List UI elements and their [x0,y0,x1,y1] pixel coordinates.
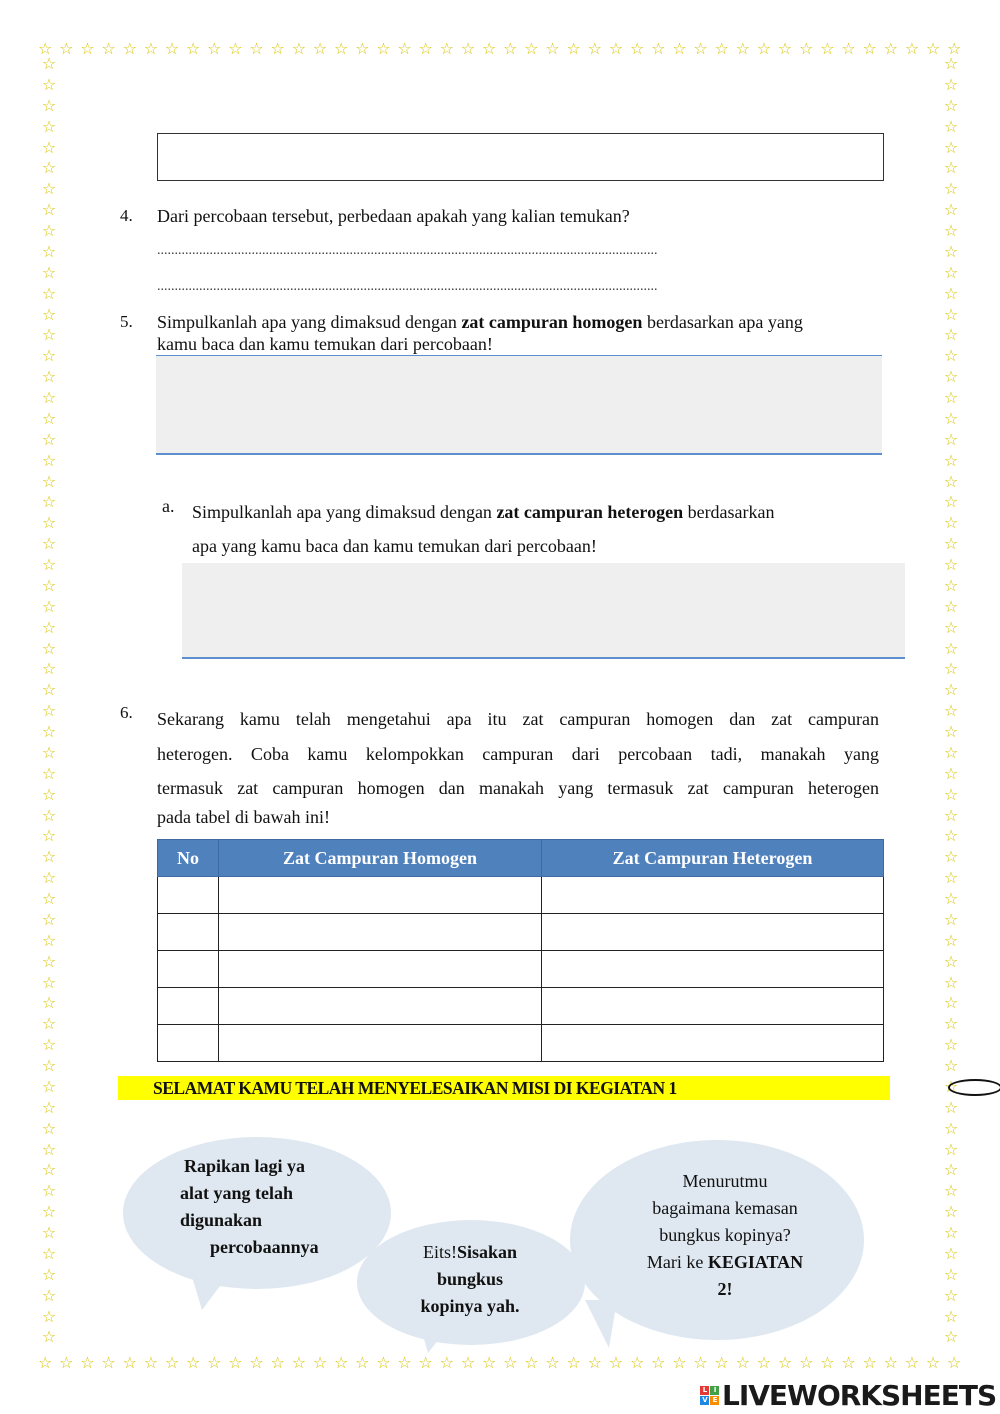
star-icon: ☆ [943,596,959,616]
star-icon: ☆ [41,179,57,199]
star-icon: ☆ [41,1118,57,1138]
table-row [158,988,884,1025]
star-icon: ☆ [904,1353,920,1372]
q5-number: 5. [120,312,133,331]
star-icon: ☆ [41,283,57,303]
star-icon: ☆ [418,39,433,58]
q5-text-after: berdasarkan apa yang [642,312,803,332]
q5a-text-line2: apa yang kamu baca dan kamu temukan dari percobaan! [192,536,597,556]
star-border-top [38,38,962,60]
star-icon: ☆ [820,1353,835,1372]
star-icon: ☆ [943,283,959,303]
bubble-middle-tail [420,1325,450,1353]
star-icon: ☆ [59,39,74,58]
star-icon: ☆ [122,39,137,58]
star-icon: ☆ [608,1353,624,1372]
star-icon: ☆ [41,200,57,220]
star-icon: ☆ [943,909,959,929]
star-icon: ☆ [41,701,57,721]
star-icon: ☆ [943,722,959,741]
star-icon: ☆ [38,1353,53,1372]
star-icon: ☆ [41,742,57,762]
star-icon: ☆ [41,95,57,115]
star-icon: ☆ [41,534,57,554]
star-icon: ☆ [460,39,476,58]
star-icon: ☆ [333,1353,349,1372]
star-icon: ☆ [943,1264,959,1284]
star-icon: ☆ [943,346,959,366]
star-icon: ☆ [312,1353,328,1372]
bubble-middle-bold2: bungkus [436,1269,504,1289]
star-icon: ☆ [943,325,959,345]
q6-text-block [157,702,879,806]
star-icon: ☆ [481,39,497,58]
star-icon: ☆ [943,54,959,73]
star-icon: ☆ [41,638,57,658]
star-icon: ☆ [291,39,307,58]
q5a-text-before: Simpulkanlah apa yang dimaksud dengan [192,502,497,522]
star-icon: ☆ [566,39,581,58]
star-icon: ☆ [397,39,412,58]
liveworksheets-brand: LIVEWORKSHEETS [722,1378,997,1412]
star-icon: ☆ [41,1139,57,1159]
star-icon: ☆ [270,39,285,58]
star-icon: ☆ [503,39,518,58]
star-icon: ☆ [41,784,57,804]
q5a-text-bold: zat campuran heterogen [496,502,684,522]
header-homogen: Zat Campuran Homogen [219,840,542,877]
cell-no[interactable] [158,1025,219,1062]
star-icon: ☆ [943,1056,959,1075]
star-icon: ☆ [943,1118,959,1138]
star-icon: ☆ [862,39,877,58]
star-icon: ☆ [943,1223,959,1242]
star-icon: ☆ [943,262,959,282]
star-icon: ☆ [943,116,959,136]
star-icon: ☆ [41,889,57,908]
bubble-left-line4: percobaannya [210,1237,319,1257]
star-icon: ☆ [651,39,666,58]
star-icon: ☆ [41,847,57,867]
star-icon: ☆ [41,596,57,616]
star-icon: ☆ [672,39,687,58]
star-icon: ☆ [41,388,57,407]
cell-no[interactable] [158,877,219,914]
q5-text-before: Simpulkanlah apa yang dimaksud dengan [157,312,462,332]
star-icon: ☆ [41,993,57,1013]
star-icon: ☆ [41,722,57,741]
cell-heterogen[interactable] [542,988,884,1025]
star-icon: ☆ [545,1353,560,1372]
star-icon: ☆ [59,1353,74,1372]
star-icon: ☆ [397,1353,412,1372]
bubble-left-line1: Rapikan lagi ya [184,1156,306,1176]
star-icon: ☆ [41,74,57,94]
star-icon: ☆ [799,1353,814,1372]
star-icon: ☆ [566,1353,581,1372]
star-icon: ☆ [693,1353,708,1372]
star-icon: ☆ [270,1353,285,1372]
star-icon: ☆ [80,39,95,58]
q5-answer-area[interactable] [156,355,882,455]
cell-homogen[interactable] [219,1025,542,1062]
table-row [158,914,884,951]
star-icon: ☆ [41,429,57,449]
star-icon: ☆ [943,74,959,94]
bubble-right-line4-bold: KEGIATAN [707,1252,804,1272]
star-icon: ☆ [943,1306,959,1326]
bubble-middle-bold1: Sisakan [456,1242,518,1262]
q5-text-line2: kamu baca dan kamu temukan dari percobaan! [157,334,493,354]
star-icon: ☆ [545,39,560,58]
star-icon: ☆ [777,39,793,58]
star-icon: ☆ [943,1097,959,1117]
bubble-right-line5: 2! [717,1279,733,1299]
bubble-left-tail [190,1270,232,1310]
star-icon: ☆ [943,534,959,554]
cell-no[interactable] [158,951,219,988]
star-icon: ☆ [943,951,959,971]
q5-text-bold: zat campuran homogen [461,312,643,332]
star-icon: ☆ [291,1353,307,1372]
star-icon: ☆ [943,680,959,700]
star-icon: ☆ [481,1353,497,1372]
star-icon: ☆ [943,221,959,240]
cell-no[interactable] [158,914,219,951]
cell-homogen[interactable] [219,877,542,914]
table-row [158,1025,884,1062]
star-icon: ☆ [41,1076,57,1096]
star-border-bottom [38,1352,962,1374]
star-icon: ☆ [735,1353,750,1372]
star-icon: ☆ [943,179,959,199]
star-icon: ☆ [41,1243,57,1263]
star-icon: ☆ [693,39,708,58]
liveworksheets-logo[interactable] [700,1378,996,1412]
star-icon: ☆ [41,1306,57,1326]
q4-number: 4. [120,206,133,225]
q4-answer-line-1[interactable]: ............................................................................................................................................... [157,243,658,258]
star-icon: ☆ [943,513,959,533]
star-icon: ☆ [587,39,602,58]
star-icon: ☆ [943,158,959,178]
star-icon: ☆ [41,367,57,387]
star-icon: ☆ [925,39,941,58]
q4-answer-line-2[interactable]: ............................................................................................................................................... [157,279,658,294]
star-icon: ☆ [943,1160,959,1180]
star-icon: ☆ [376,39,391,58]
star-icon: ☆ [943,638,959,658]
star-icon: ☆ [883,1353,898,1372]
cell-heterogen[interactable] [542,877,884,914]
star-icon: ☆ [943,367,959,387]
star-icon: ☆ [943,471,959,491]
star-icon: ☆ [820,39,835,58]
bubble-middle-bold3: kopinya yah. [420,1296,520,1316]
star-icon: ☆ [249,1353,264,1372]
star-icon: ☆ [41,221,57,240]
star-icon: ☆ [943,95,959,115]
header-heterogen: Zat Campuran Heterogen [542,840,884,877]
bubble-left-text [180,1153,390,1261]
star-icon: ☆ [439,39,455,58]
star-icon: ☆ [312,39,328,58]
star-icon: ☆ [943,993,959,1013]
star-icon: ☆ [41,137,57,157]
star-icon: ☆ [439,1353,455,1372]
banner-text: SELAMAT KAMU TELAH MENYELESAIKAN MISI DI KEGIATAN 1 [153,1078,677,1098]
star-icon: ☆ [943,826,959,846]
star-icon: ☆ [608,39,624,58]
cell-heterogen[interactable] [542,951,884,988]
classification-table [157,839,884,1062]
star-icon: ☆ [41,909,57,929]
star-icon: ☆ [41,1181,57,1201]
star-icon: ☆ [185,39,201,58]
star-icon: ☆ [228,1353,243,1372]
header-no: No [158,840,219,877]
star-icon: ☆ [41,54,57,73]
star-icon: ☆ [943,701,959,721]
q5a-text [192,495,892,563]
q5a-text-after: berdasarkan [683,502,775,522]
star-icon: ☆ [777,1353,793,1372]
star-icon: ☆ [943,889,959,908]
star-icon: ☆ [41,617,57,637]
bubble-middle-prefix: Eits! [422,1242,457,1262]
star-icon: ☆ [672,1353,687,1372]
star-icon: ☆ [943,492,959,512]
star-icon: ☆ [947,39,962,58]
star-icon: ☆ [756,1353,772,1372]
star-icon: ☆ [41,492,57,512]
star-icon: ☆ [38,39,53,58]
star-icon: ☆ [41,1160,57,1180]
answer-box-prev[interactable] [157,133,884,181]
star-icon: ☆ [41,116,57,136]
star-icon: ☆ [41,262,57,282]
star-icon: ☆ [41,826,57,846]
star-icon: ☆ [80,1353,95,1372]
q5-text [157,311,885,355]
star-icon: ☆ [41,1014,57,1034]
star-icon: ☆ [883,39,898,58]
bubble-middle-text [370,1239,570,1320]
star-icon: ☆ [207,39,222,58]
bubble-right-tail [585,1300,617,1348]
q6-line4: pada tabel di bawah ini! [157,807,330,827]
cell-heterogen[interactable] [542,1025,884,1062]
star-icon: ☆ [41,1097,57,1117]
star-icon: ☆ [841,39,856,58]
star-icon: ☆ [943,241,959,261]
star-icon: ☆ [164,1353,180,1372]
table-header-row [158,840,884,877]
star-icon: ☆ [943,304,959,324]
star-icon: ☆ [41,972,57,992]
star-icon: ☆ [41,805,57,825]
star-icon: ☆ [904,39,920,58]
star-icon: ☆ [524,1353,539,1372]
star-icon: ☆ [943,1327,959,1347]
star-icon: ☆ [41,1035,57,1055]
table-row [158,951,884,988]
q6-line3: termasuk zat campuran homogen dan manakah yang termasuk zat campuran heterogen [157,778,879,798]
star-icon: ☆ [101,39,116,58]
q5a-number: a. [162,496,175,516]
star-icon: ☆ [41,951,57,971]
star-icon: ☆ [943,1181,959,1201]
cell-homogen[interactable] [219,951,542,988]
smiley-icon [948,1079,1000,1096]
cell-heterogen[interactable] [542,914,884,951]
q4-text: Dari percobaan tersebut, perbedaan apakah yang kalian temukan? [157,206,630,226]
star-icon: ☆ [41,158,57,178]
star-icon: ☆ [943,1014,959,1034]
star-icon: ☆ [41,408,57,428]
star-icon: ☆ [714,1353,729,1372]
star-icon: ☆ [943,408,959,428]
cell-homogen[interactable] [219,914,542,951]
star-icon: ☆ [41,513,57,533]
star-icon: ☆ [943,1243,959,1263]
star-icon: ☆ [503,1353,518,1372]
star-icon: ☆ [41,680,57,700]
star-icon: ☆ [460,1353,476,1372]
star-icon: ☆ [943,617,959,637]
star-icon: ☆ [185,1353,201,1372]
star-icon: ☆ [943,763,959,783]
star-icon: ☆ [41,763,57,783]
star-icon: ☆ [207,1353,222,1372]
star-icon: ☆ [101,1353,116,1372]
star-icon: ☆ [714,39,729,58]
q5a-answer-area[interactable] [182,563,905,659]
q6-number: 6. [120,703,133,722]
bubble-right-line4-prefix: Mari ke [646,1252,708,1272]
star-icon: ☆ [333,39,349,58]
star-icon: ☆ [41,346,57,366]
star-icon: ☆ [376,1353,391,1372]
bubble-right-line1: Menurutmu [682,1171,768,1191]
star-icon: ☆ [41,659,57,679]
star-icon: ☆ [41,868,57,888]
star-icon: ☆ [943,1202,959,1222]
star-icon: ☆ [355,39,370,58]
star-icon: ☆ [799,39,814,58]
star-icon: ☆ [841,1353,856,1372]
star-icon: ☆ [143,1353,159,1372]
logo-letter-e: E [710,1396,719,1405]
cell-no[interactable] [158,988,219,1025]
star-icon: ☆ [418,1353,433,1372]
liveworksheets-icon [700,1386,719,1405]
star-icon: ☆ [943,659,959,679]
table-row [158,877,884,914]
star-icon: ☆ [41,1223,57,1242]
star-icon: ☆ [41,575,57,595]
star-icon: ☆ [943,805,959,825]
star-icon: ☆ [943,784,959,804]
star-icon: ☆ [947,1353,962,1372]
star-icon: ☆ [41,471,57,491]
star-icon: ☆ [943,972,959,992]
bubble-right-text [600,1168,850,1303]
bubble-left-line2: alat yang telah [180,1183,294,1203]
star-icon: ☆ [122,1353,137,1372]
star-icon: ☆ [587,1353,602,1372]
star-icon: ☆ [943,450,959,470]
star-icon: ☆ [41,555,57,574]
logo-letter-i: I [710,1386,719,1395]
star-icon: ☆ [228,39,243,58]
star-icon: ☆ [41,325,57,345]
star-icon: ☆ [943,388,959,407]
star-icon: ☆ [943,429,959,449]
star-icon: ☆ [41,304,57,324]
star-icon: ☆ [943,555,959,574]
star-icon: ☆ [41,1327,57,1347]
star-icon: ☆ [249,39,264,58]
star-icon: ☆ [943,1076,959,1096]
star-icon: ☆ [143,39,159,58]
star-icon: ☆ [943,847,959,867]
star-border-left [38,56,60,1346]
star-icon: ☆ [41,1285,57,1305]
star-icon: ☆ [629,1353,645,1372]
star-border-right [940,56,962,1346]
star-icon: ☆ [943,1035,959,1055]
star-icon: ☆ [41,1202,57,1222]
star-icon: ☆ [41,1056,57,1075]
star-icon: ☆ [735,39,750,58]
logo-letter-v: V [700,1396,709,1405]
star-icon: ☆ [943,742,959,762]
star-icon: ☆ [651,1353,666,1372]
star-icon: ☆ [943,137,959,157]
star-icon: ☆ [41,930,57,950]
star-icon: ☆ [629,39,645,58]
bubble-left-line3: digunakan [180,1210,263,1230]
star-icon: ☆ [164,39,180,58]
logo-letter-l: L [700,1386,709,1395]
star-icon: ☆ [41,241,57,261]
bubble-right-line2: bagaimana kemasan [652,1198,798,1218]
star-icon: ☆ [943,1285,959,1305]
bubble-right-line3: bungkus kopinya? [659,1225,791,1245]
star-icon: ☆ [355,1353,370,1372]
star-icon: ☆ [41,1264,57,1284]
star-icon: ☆ [925,1353,941,1372]
star-icon: ☆ [943,575,959,595]
star-icon: ☆ [41,450,57,470]
star-icon: ☆ [943,1139,959,1159]
star-icon: ☆ [862,1353,877,1372]
star-icon: ☆ [943,200,959,220]
star-icon: ☆ [756,39,772,58]
cell-homogen[interactable] [219,988,542,1025]
q6-line1: Sekarang kamu telah mengetahui apa itu zat campuran homogen dan zat campuran [157,709,879,729]
star-icon: ☆ [943,930,959,950]
q6-line2: heterogen. Coba kamu kelompokkan campuran dari percobaan tadi, manakah yang [157,743,879,764]
star-icon: ☆ [524,39,539,58]
completion-banner [118,1076,890,1100]
star-icon: ☆ [943,868,959,888]
